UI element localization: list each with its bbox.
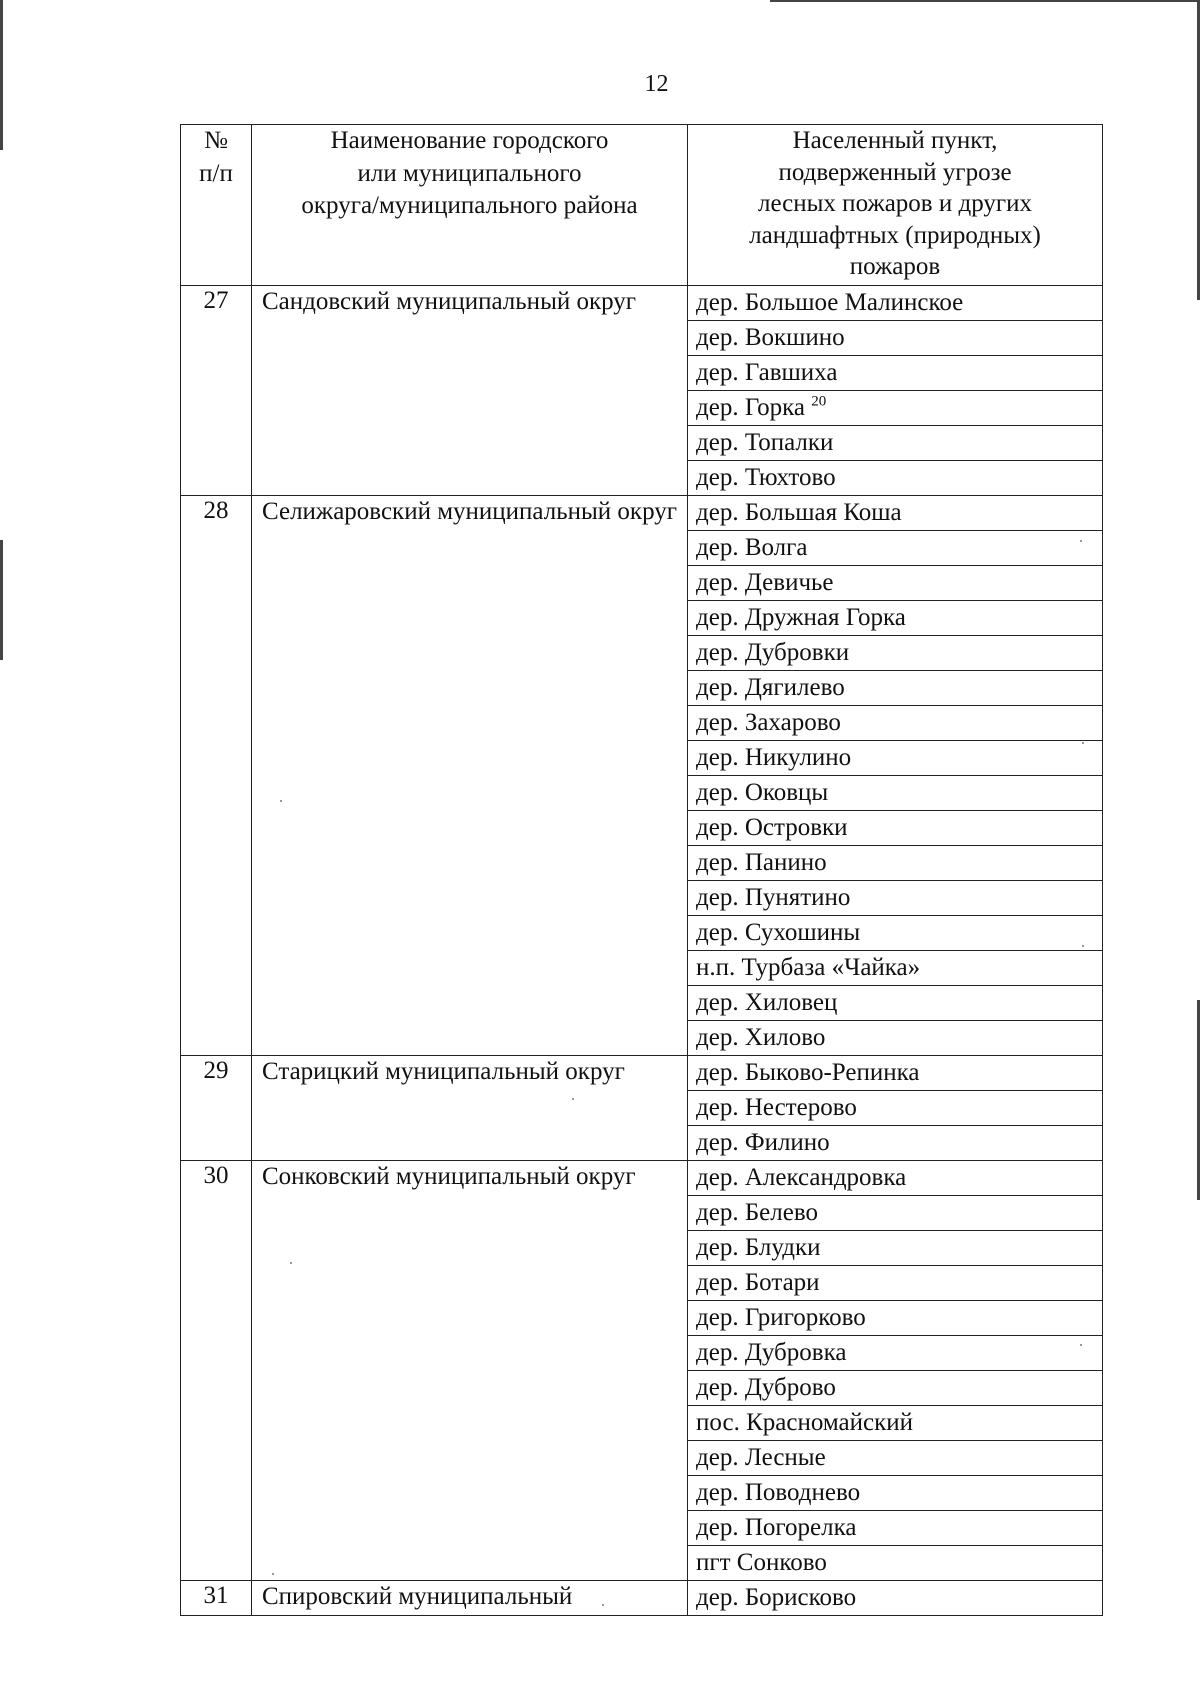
settlement-name [688,1231,1103,1266]
settlement-name [688,1581,1103,1616]
settlement-label: н.п. Турбаза «Чайка» [696,954,921,981]
settlement-name [688,1266,1103,1301]
settlement-label: дер. Ботари [696,1269,820,1296]
settlement-name [688,1301,1103,1336]
district-name: Спировский муниципальный [252,1581,688,1616]
settlement-label: дер. Девичье [696,569,834,596]
settlement-name [688,461,1103,496]
row-number: 31 [181,1581,252,1616]
settlement-label: дер. Тюхтово [696,464,836,491]
header-line: округа/муниципального района [301,192,638,219]
settlement-name [688,1406,1103,1441]
settlement-label: дер. Погорелка [696,1514,857,1541]
header-number [181,125,252,286]
settlement-name [688,1196,1103,1231]
scan-speck [280,800,282,802]
footnote-marker: 20 [811,393,827,410]
header-line: или муниципального [357,159,582,187]
settlement-name [688,1476,1103,1511]
settlement-label: дер. Борисково [696,1584,857,1611]
settlement-label: дер. Лесные [696,1444,826,1471]
settlement-label: дер. Островки [696,814,848,841]
page-number: 12 [644,71,669,97]
settlement-label: дер. Поводнево [696,1479,861,1506]
settlement-name [688,671,1103,706]
settlement-name [688,776,1103,811]
table-header-row [181,125,1103,286]
settlement-name [688,531,1103,566]
settlement-name [688,881,1103,916]
settlement-name [688,1371,1103,1406]
scan-edge-mark [0,0,3,150]
settlement-label: дер. Дубровка [696,1339,847,1366]
settlement-label: дер. Пунятино [696,884,851,911]
settlement-label: дер. Дружная Горка [696,604,906,631]
table-body [181,286,1103,1616]
settlement-label: дер. Сухошины [696,919,861,946]
header-line: Населенный пункт, [792,127,998,154]
settlement-name [688,426,1103,461]
district-name: Сандовский муниципальный округ [252,286,688,496]
scan-speck [1082,945,1084,947]
header-line: подверженный угрозе [778,158,1012,186]
settlement-label: дер. Вокшино [696,324,845,351]
settlement-name [688,986,1103,1021]
table-row [181,1581,1103,1616]
scan-speck [1080,1344,1082,1346]
settlement-name [688,496,1103,531]
settlement-name [688,636,1103,671]
settlement-name [688,706,1103,741]
header-line: п/п [199,159,233,187]
header-line: Наименование городского [330,127,609,154]
settlement-label: дер. Волга [696,534,808,561]
settlement-name [688,1126,1103,1161]
settlement-name [688,1441,1103,1476]
settlement-label: дер. Горка [696,394,805,421]
settlement-label: дер. Быково-Репинка [696,1059,920,1086]
scan-edge-mark [770,0,1200,2]
header-line: лесных пожаров и других [757,190,1033,217]
table-row [181,496,1103,531]
row-number: 27 [181,286,252,496]
settlement-label: дер. Хиловец [696,989,838,1016]
header-line: № [204,127,228,154]
settlement-label: дер. Григорково [696,1304,866,1331]
settlement-label: дер. Никулино [696,744,852,771]
district-name: Старицкий муниципальный округ [252,1056,688,1161]
settlement-label: дер. Дубровки [696,639,850,666]
settlement-label: дер. Захарово [696,709,841,736]
scan-speck [290,1262,292,1264]
scan-speck [602,1604,604,1606]
table-row [181,1161,1103,1196]
settlement-name [688,1511,1103,1546]
settlement-name [688,846,1103,881]
scan-edge-mark [0,540,3,660]
settlement-name [688,811,1103,846]
district-name: Сонковский муниципальный округ [252,1161,688,1581]
row-number: 29 [181,1056,252,1161]
scan-speck [1082,742,1084,744]
settlement-label: дер. Гавшиха [696,359,838,386]
settlement-label: дер. Блудки [696,1234,821,1261]
table-row [181,1056,1103,1091]
scan-speck [572,1098,574,1100]
settlement-label: дер. Дягилево [696,674,845,701]
settlement-name [688,1161,1103,1196]
header-line: пожаров [849,253,941,280]
scan-speck [1080,540,1082,542]
settlement-name [688,286,1103,321]
settlement-label: дер. Топалки [696,429,834,456]
header-district-name [252,125,688,286]
settlement-name [688,356,1103,391]
settlement-name [688,391,1103,426]
row-number: 28 [181,496,252,1056]
settlement-label: пос. Красномайский [696,1409,913,1436]
settlement-name [688,916,1103,951]
district-name: Селижаровский муниципальный округ [252,496,688,1056]
settlement-name [688,1546,1103,1581]
settlement-name [688,1021,1103,1056]
settlement-name [688,1091,1103,1126]
settlement-name [688,1056,1103,1091]
settlement-name [688,321,1103,356]
settlement-name [688,601,1103,636]
settlement-label: дер. Дуброво [696,1374,836,1401]
settlement-name [688,951,1103,986]
settlement-label: дер. Большое Малинское [696,289,964,316]
settlement-name [688,741,1103,776]
settlement-name [688,1336,1103,1371]
settlement-label: дер. Панино [696,849,827,876]
row-number: 30 [181,1161,252,1581]
scan-speck [272,1573,274,1575]
settlement-label: дер. Хилово [696,1024,826,1051]
settlement-label: пгт Сонково [696,1549,827,1576]
settlement-name [688,566,1103,601]
header-settlement [688,125,1103,286]
settlement-label: дер. Нестерово [696,1094,857,1121]
settlement-label: дер. Большая Коша [696,499,902,526]
settlement-label: дер. Белево [696,1199,818,1226]
settlement-label: дер. Филино [696,1129,830,1156]
settlements-table [180,124,1103,1616]
settlement-label: дер. Оковцы [696,779,829,806]
header-line: ландшафтных (природных) [749,221,1041,249]
settlement-label: дер. Александровка [696,1164,907,1191]
table-row [181,286,1103,321]
